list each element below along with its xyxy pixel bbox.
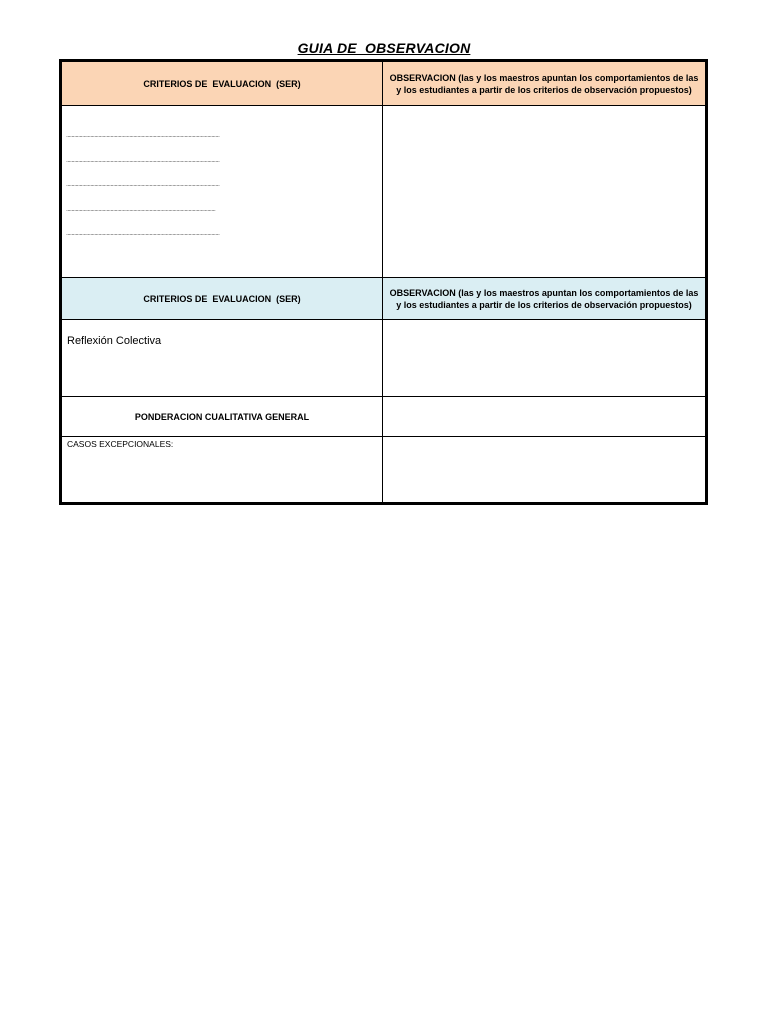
ponderacion-label: PONDERACION CUALITATIVA GENERAL [134,411,310,422]
casos-entry-area[interactable] [383,437,705,502]
criteria-header-1: CRITERIOS DE EVALUACION (SER) [62,62,382,105]
row-divider [62,319,705,320]
row-divider [62,105,705,106]
row-divider [62,436,705,437]
criteria-entry-area[interactable] [62,106,382,277]
document-title: GUIA DE OBSERVACION [297,40,471,56]
reflexion-entry-area[interactable] [383,320,705,396]
criteria-dotted-line: .................................................................................................................. [66,181,220,188]
criteria-dotted-line: ............................................................................................................... [66,206,216,213]
criteria-header-2: CRITERIOS DE EVALUACION (SER) [62,278,382,319]
criteria-dotted-line: .................................................................................................................. [66,132,220,139]
observation-header-2: OBSERVACION (las y los maestros apuntan los comportamientos de las y los estudiantes a partir de los criterios de observación propuestos) [383,278,705,319]
reflexion-colectiva-label: Reflexión Colectiva [67,335,162,347]
row-divider [62,396,705,397]
criteria-dotted-line: .................................................................................................................. [66,230,220,237]
row-divider [62,277,705,278]
criteria-dotted-line: .................................................................................................................. [66,157,220,164]
observation-table [59,59,708,505]
observation-entry-area-1[interactable] [383,106,705,277]
ponderacion-entry-area[interactable] [383,397,705,436]
casos-excepcionales-label: CASOS EXCEPCIONALES: [67,439,174,449]
observation-header-1: OBSERVACION (las y los maestros apuntan los comportamientos de las y los estudiantes a partir de los criterios de observación propuestos) [383,62,705,105]
